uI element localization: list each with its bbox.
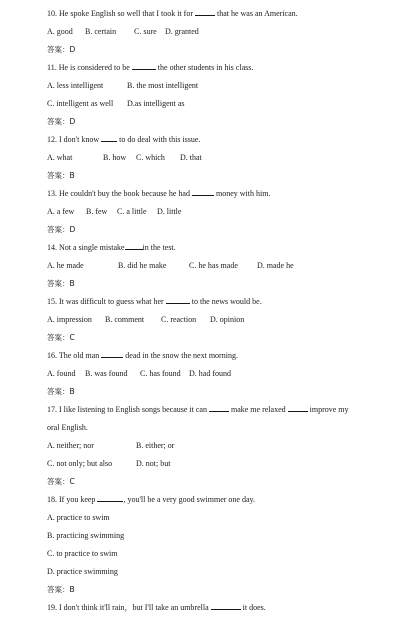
- question-16: [47, 347, 400, 401]
- question-stem: 11. He is considered to be the other students in his class.: [47, 63, 254, 72]
- option-d: D. practice swimming: [47, 567, 118, 576]
- option-row: [47, 365, 400, 383]
- option-b: B. practicing swimming: [47, 531, 125, 540]
- question-stem: 12. I don't know to do deal with this issue.: [47, 135, 201, 144]
- question-18: [47, 491, 400, 599]
- option-b: B. few: [86, 207, 108, 216]
- option-row: [47, 257, 400, 275]
- option-row: [47, 149, 400, 167]
- answer-line: 答案：D: [47, 117, 76, 126]
- answer-value: B: [69, 279, 75, 288]
- option-a: A. what: [47, 153, 73, 162]
- question-stem-continued: oral English.: [47, 423, 88, 432]
- question-stem: 15. It was difficult to guess what her to the news would be.: [47, 297, 262, 306]
- answer-line: 答案：B: [47, 171, 75, 180]
- question-stem: 19. I don't think it'll rain，but I'll take an umbrella it does.: [47, 603, 266, 612]
- answer-line: 答案：C: [47, 477, 75, 486]
- question-13: [47, 185, 400, 239]
- question-15: [47, 293, 400, 347]
- question-14: [47, 239, 400, 293]
- answer-line: 答案：D: [47, 225, 76, 234]
- answer-value: B: [69, 585, 75, 594]
- option-a: A. a few: [47, 207, 75, 216]
- option-b: B. did he make: [118, 261, 167, 270]
- option-row: [47, 77, 400, 95]
- option-d: D. not; but: [136, 459, 171, 468]
- answer-value: C: [69, 333, 75, 342]
- option-row: [47, 455, 400, 473]
- option-d: D. opinion: [210, 315, 245, 324]
- option-c: C. to practice to swim: [47, 549, 118, 558]
- question-stem: 14. Not a single mistake in the test.: [47, 243, 176, 252]
- option-row: [47, 311, 400, 329]
- option-b: B. was found: [85, 369, 128, 378]
- option-c: C. which: [136, 153, 165, 162]
- option-d: D. little: [157, 207, 182, 216]
- option-row: [47, 95, 400, 113]
- answer-blank: [101, 133, 117, 142]
- option-a: A. less intelligent: [47, 81, 104, 90]
- option-c: C. a little: [117, 207, 147, 216]
- answer-blank: [101, 349, 123, 358]
- option-c: C. reaction: [161, 315, 197, 324]
- answer-line: 答案：B: [47, 585, 75, 594]
- option-b: B. comment: [105, 315, 145, 324]
- answer-blank: [166, 295, 190, 304]
- option-c: C. not only; but also: [47, 459, 113, 468]
- option-row: [47, 23, 400, 41]
- option-b: B. either; or: [136, 441, 175, 450]
- answer-line: 答案：D: [47, 45, 76, 54]
- option-c: C. he has made: [189, 261, 238, 270]
- question-17: [47, 401, 400, 491]
- answer-value: B: [69, 387, 75, 396]
- answer-value: B: [69, 171, 75, 180]
- answer-blank: [97, 493, 123, 502]
- answer-value: D: [69, 225, 76, 234]
- option-d: D. that: [180, 153, 202, 162]
- answer-blank: [211, 601, 241, 610]
- question-stem: 18. If you keep , you'll be a very good swimmer one day.: [47, 495, 255, 504]
- question-stem: 16. The old man dead in the snow the next morning.: [47, 351, 238, 360]
- question-10: [47, 5, 400, 59]
- answer-value: D: [69, 45, 76, 54]
- option-a: A. impression: [47, 315, 92, 324]
- option-b: B. how: [103, 153, 127, 162]
- option-c: C. has found: [140, 369, 181, 378]
- option-c: C. sure: [134, 27, 157, 36]
- option-b: B. certain: [85, 27, 117, 36]
- answer-blank: [125, 241, 143, 250]
- option-c: C. intelligent as well: [47, 99, 114, 108]
- question-11: [47, 59, 400, 131]
- option-d: D. made he: [257, 261, 294, 270]
- option-a: A. practice to swim: [47, 513, 110, 522]
- answer-blank: [192, 187, 214, 196]
- option-a: A. good: [47, 27, 73, 36]
- option-b: B. the most intelligent: [127, 81, 199, 90]
- answer-line: 答案：C: [47, 333, 75, 342]
- answer-line: 答案：B: [47, 387, 75, 396]
- answer-line: 答案：B: [47, 279, 75, 288]
- answer-blank: [209, 403, 229, 412]
- option-row: [47, 437, 400, 455]
- question-stem: 10. He spoke English so well that I took it for that he was an American.: [47, 9, 298, 18]
- option-a: A. he made: [47, 261, 84, 270]
- answer-blank: [132, 61, 156, 70]
- question-stem: 13. He couldn't buy the book because he had money with him.: [47, 189, 271, 198]
- answer-value: C: [69, 477, 75, 486]
- option-a: A. neither; nor: [47, 441, 94, 450]
- option-d: D.as intelligent as: [127, 99, 185, 108]
- answer-blank: [195, 7, 215, 16]
- option-row: [47, 203, 400, 221]
- option-d: D. had found: [189, 369, 231, 378]
- option-a: A. found: [47, 369, 76, 378]
- question-stem: 17. I like listening to English songs because it can make me relaxed improve my: [47, 405, 349, 414]
- option-d: D. granted: [165, 27, 199, 36]
- question-19: [47, 599, 400, 617]
- answer-blank: [288, 403, 308, 412]
- question-12: [47, 131, 400, 185]
- answer-value: D: [69, 117, 76, 126]
